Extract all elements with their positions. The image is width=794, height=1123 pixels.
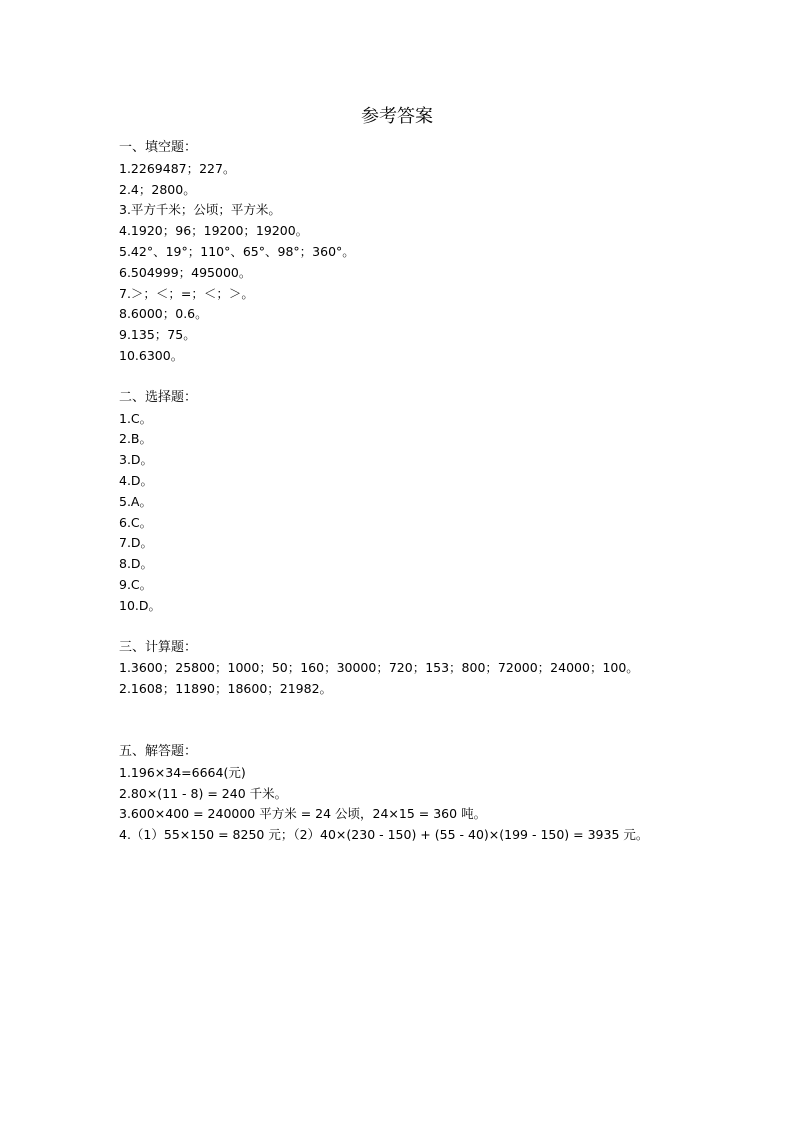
answer-line: 10.D。: [119, 597, 162, 613]
answer-content: [119, 138, 759, 846]
answer-line: 7.＞；＜；=；＜；＞。: [119, 285, 254, 301]
answer-line: 8.D。: [119, 556, 154, 572]
section-heading: 三、计算题：: [119, 639, 198, 655]
answer-line: 8.6000；0.6。: [119, 306, 208, 322]
answer-line: 6.C。: [119, 514, 153, 530]
section-spacer: [119, 700, 759, 742]
answer-line: 9.C。: [119, 576, 153, 592]
answer-line: 10.6300。: [119, 347, 184, 363]
answer-line: 1.3600；25800；1000；50；160；30000；720；153；800；72000；24000；100。: [119, 660, 639, 676]
section-word-problems: [119, 742, 759, 846]
answer-line: 4.1920；96；19200；19200。: [119, 223, 309, 239]
section-heading: 一、填空题：: [119, 140, 198, 155]
answer-line: 2.4；2800。: [119, 181, 196, 197]
answer-line: 5.42°、19°；110°、65°、98°；360°。: [119, 243, 355, 259]
answer-line: 5.A。: [119, 493, 152, 509]
answer-line: 2.1608；11890；18600；21982。: [119, 681, 333, 697]
answer-line: 7.D。: [119, 535, 154, 551]
answer-line: 6.504999；495000。: [119, 264, 252, 280]
answer-line: 3.平方千米；公顷；平方米。: [119, 202, 281, 218]
section-spacer: [119, 617, 759, 638]
section-heading: 二、选择题：: [119, 389, 198, 405]
answer-line: 1.2269487；227。: [119, 160, 236, 176]
answer-line: 3.D。: [119, 452, 154, 468]
section-multiple-choice: [119, 388, 759, 617]
section-calculation: [119, 638, 759, 700]
answer-line: 9.135；75。: [119, 327, 196, 343]
section-heading: 五、解答题：: [119, 743, 198, 759]
answer-line: 4.D。: [119, 472, 154, 488]
page-title: 参考答案: [361, 106, 433, 127]
section-fill-in: [119, 138, 759, 367]
section-spacer: [119, 367, 759, 388]
answer-line: 4.（1）55×150 = 8250 元；（2）40×(230 - 150) + (55 - 40)×(199 - 150) = 3935 元。: [119, 827, 649, 843]
answer-line: 2.80×(11 - 8) = 240 千米。: [119, 785, 288, 801]
answer-line: 3.600×400 = 240000 平方米 = 24 公顷，24×15 = 360 吨。: [119, 806, 487, 822]
answer-line: 1.196×34=6664(元): [119, 764, 246, 780]
answer-line: 1.C。: [119, 410, 153, 426]
answer-line: 2.B。: [119, 431, 153, 447]
